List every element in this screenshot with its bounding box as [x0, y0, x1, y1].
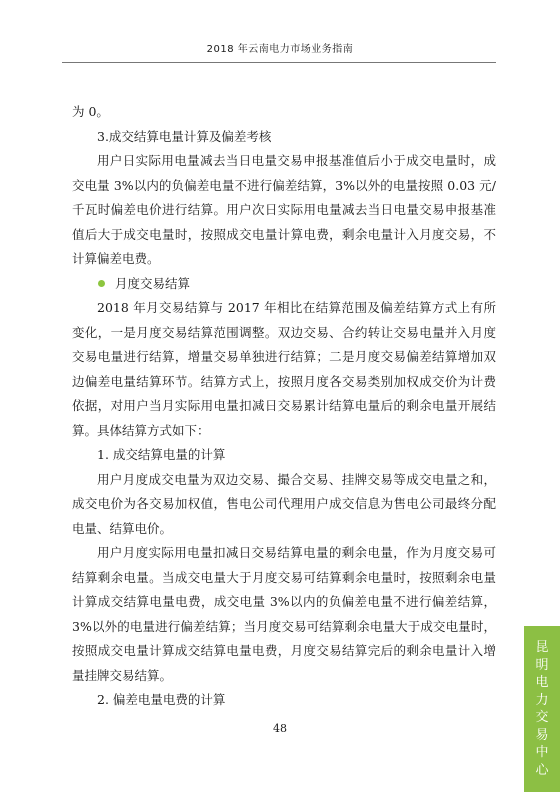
side-tab-char: 电 — [535, 675, 549, 690]
side-tab-char: 昆 — [535, 640, 549, 655]
side-tab-char: 易 — [535, 727, 549, 743]
paragraph: 2018 年月交易结算与 2017 年相比在结算范围及偏差结算方式上有所变化，一是月度交易结算范围调整。双边交易、合约转让交易电量并入月度交易电量进行结算，增量交易单独进行结算；二是月度交易偏差结算增加双边偏差电量结算环节。结算方式上，按照月度各交易类别加权成交价为计费依据，对用户当月实际用电量扣减日交易累计结算电量后的剩余电量开展结算。具体结算方式如下： — [72, 300, 496, 438]
bullet-dot-icon — [98, 280, 105, 287]
header-divider — [62, 62, 496, 63]
page-header: 2018 年云南电力市场业务指南 — [206, 44, 354, 55]
side-tab-char: 中 — [535, 745, 549, 760]
side-tab — [524, 626, 560, 792]
paragraph: 用户月度实际用电量扣减日交易结算电量的剩余电量，作为月度交易可结算剩余电量。当成交电量大于月度交易可结算剩余电量时，按照剩余电量计算成交结算电量电费，成交电量 3%以内的负偏差电量不进行偏差结算，3%以外的电量进行偏差结算；当月度交易可结算剩余电量大于成交电量时，按照成交电量计算成交结算电量电费，月度交易结算完后的剩余电量计入增量挂牌交易结算。 — [72, 545, 496, 683]
section-heading: 3.成交结算电量计算及偏差考核 — [97, 128, 272, 144]
page-number: 48 — [273, 722, 287, 735]
side-tab-char: 心 — [535, 762, 549, 778]
paragraph: 用户月度成交电量为双边交易、撮合交易、挂牌交易等成交电量之和，成交电价为各交易加权值，售电公司代理用户成交信息为售电公司最终分配电量、结算电价。 — [72, 471, 496, 536]
subsection-heading: 2. 偏差电量电费的计算 — [97, 692, 226, 707]
side-tab-char: 力 — [535, 692, 549, 708]
paragraph-continuation: 为 0。 — [72, 104, 109, 119]
page-body — [72, 100, 496, 713]
side-tab-char: 明 — [535, 657, 549, 673]
side-tab-char: 交 — [535, 710, 549, 725]
subsection-heading: 1. 成交结算电量的计算 — [97, 447, 226, 462]
paragraph: 用户日实际用电量减去当日电量交易申报基准值后小于成交电量时，成交电量 3%以内的负偏差电量不进行偏差结算，3%以外的电量按照 0.03 元/千瓦时偏差电价进行结算。用户次日实际用电量减去当日电量交易申报基准值后大于成交电量时，按照成交电量计算电费，剩余电量计入月度交易，不计算偏差电费。 — [72, 153, 496, 266]
bullet-heading-label: 月度交易结算 — [115, 275, 191, 291]
bullet-heading — [72, 272, 496, 297]
